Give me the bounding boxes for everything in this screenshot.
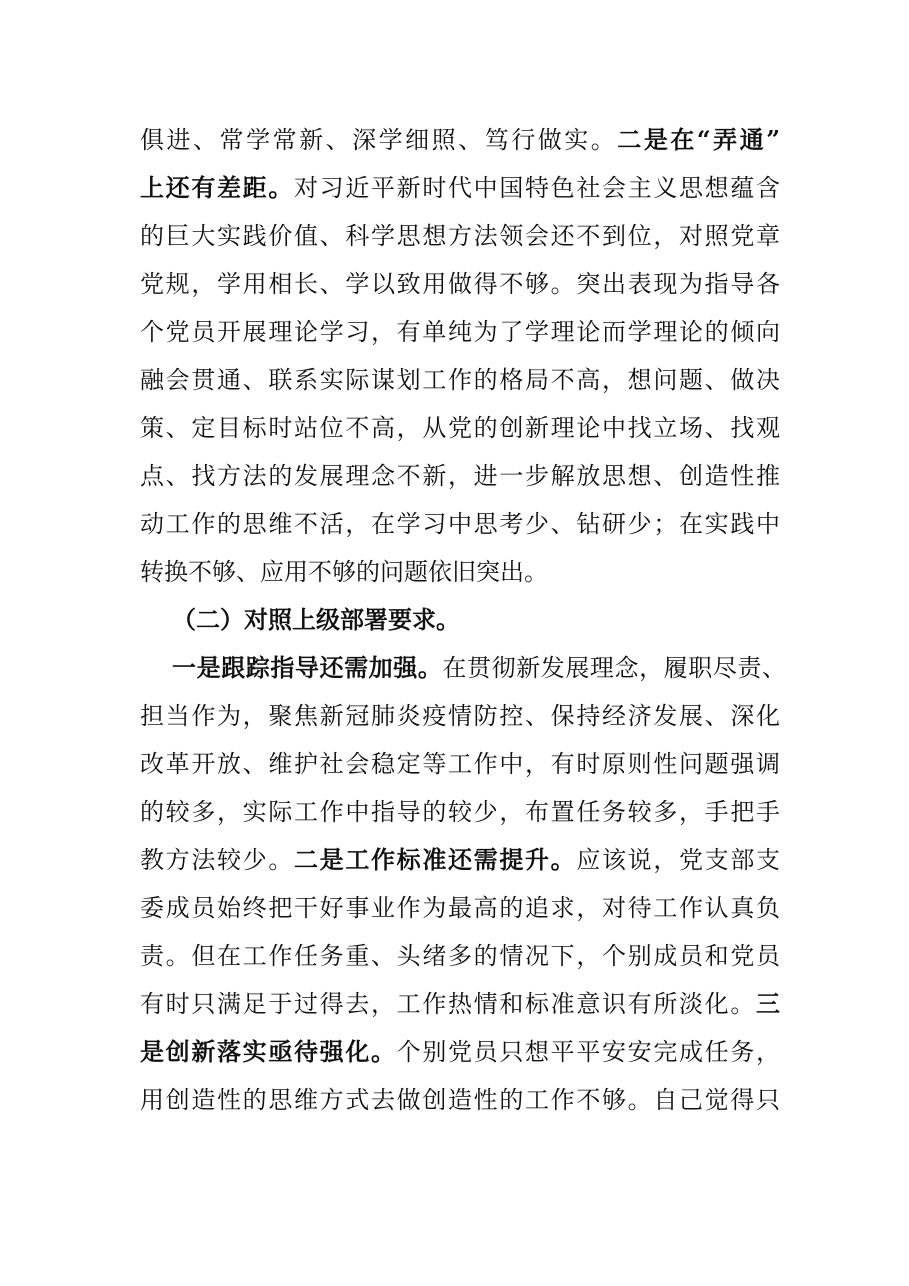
body-line-21 (140, 1080, 780, 1120)
text-run: 个别党员只想平平安安完成任务， (396, 1038, 781, 1066)
body-line-16 (140, 840, 780, 880)
bold-run: 二是在“弄通” (617, 125, 781, 154)
body-line-18 (140, 936, 780, 976)
text-run: 责。但在工作任务重、头绪多的情况下，个别成员和党员 (140, 942, 780, 970)
text-run: 对习近平新时代中国特色社会主义思想蕴含 (294, 174, 780, 202)
bold-run: 是创新落实亟待强化。 (140, 1037, 397, 1066)
text-run: 改革开放、维护社会稳定等工作中，有时原则性问题强调 (140, 750, 780, 778)
text-run: 委成员始终把干好事业作为最高的追求，对待工作认真负 (140, 894, 780, 922)
text-run: 策、定目标时站位不高，从党的创新理论中找立场、找观 (140, 414, 780, 442)
body-line-13 (140, 696, 780, 736)
text-run: 动工作的思维不活，在学习中思考少、钻研少；在实践中 (140, 510, 780, 538)
body-line-9 (140, 504, 780, 544)
body-line-15 (140, 792, 780, 832)
bold-run: 三 (756, 989, 780, 1018)
text-run: 融会贯通、联系实际谋划工作的格局不高，想问题、做决 (140, 366, 780, 394)
body-line-4 (140, 264, 780, 304)
bold-run: 二是工作标准还需提升。 (294, 845, 577, 874)
text-run: 点、找方法的发展理念不新，进一步解放思想、创造性推 (140, 462, 780, 490)
text-run: 教方法较少。 (140, 846, 294, 874)
text-run: 个党员开展理论学习，有单纯为了学理论而学理论的倾向 (140, 318, 780, 346)
bold-run: 上还有差距。 (140, 173, 294, 202)
body-line-20 (140, 1032, 780, 1072)
body-line-5 (140, 312, 780, 352)
bold-run: 一是跟踪指导还需加强。 (172, 653, 443, 682)
body-line-12 (172, 648, 786, 688)
text-run: 的巨大实践价值、科学思想方法领会还不到位，对照党章 (140, 222, 780, 250)
body-line-6 (140, 360, 780, 400)
text-run: 转换不够、应用不够的问题依旧突出。 (140, 558, 548, 586)
text-run: 在贯彻新发展理念，履职尽责、 (442, 654, 787, 682)
body-line-2 (140, 168, 780, 208)
body-line-19 (140, 984, 780, 1024)
text-run: 党规，学用相长、学以致用做得不够。突出表现为指导各 (140, 270, 780, 298)
body-line-14 (140, 744, 780, 784)
text-run: 有时只满足于过得去，工作热情和标准意识有所淡化。 (140, 990, 756, 1018)
heading-text: （二）对照上级部署要求。 (172, 605, 460, 634)
body-line-10 (140, 552, 780, 592)
text-run: 应该说，党支部支 (576, 846, 781, 874)
body-line-3 (140, 216, 780, 256)
body-line-7 (140, 408, 780, 448)
body-line-1 (140, 120, 780, 160)
text-run: 的较多，实际工作中指导的较少，布置任务较多，手把手 (140, 798, 780, 826)
section-heading (172, 600, 572, 640)
text-run: 俱进、常学常新、深学细照、笃行做实。 (140, 126, 618, 154)
body-line-17 (140, 888, 780, 928)
text-run: 担当作为，聚焦新冠肺炎疫情防控、保持经济发展、深化 (140, 702, 780, 730)
text-run: 用创造性的思维方式去做创造性的工作不够。自己觉得只 (140, 1086, 780, 1114)
body-line-8 (140, 456, 780, 496)
